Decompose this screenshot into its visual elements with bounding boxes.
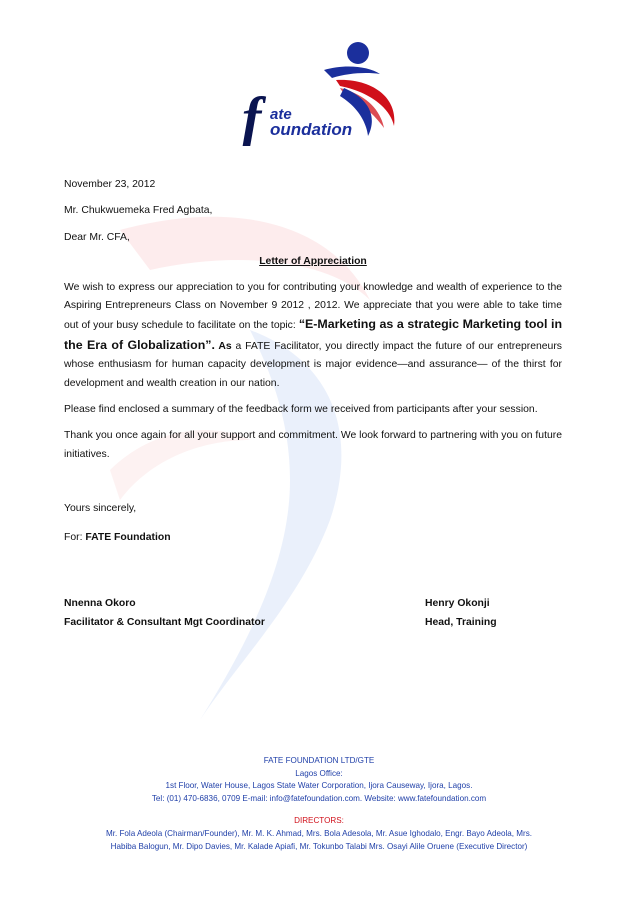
letter-subject: Letter of Appreciation [259,256,367,268]
footer-company: FATE FOUNDATION LTD/GTE [263,756,375,765]
letter-recipient: Mr. Chukwuemeka Fred Agbata, [64,205,213,217]
paragraph-1-lead: We wish to express our appreciation to you for contributing your knowledge and wealth of experience to the Aspiring Entrepreneurs Class on November 9 2012 , 2012. We appreciate that you were able to take time out of your busy schedule to facilitate on the topic: [64,281,562,332]
letter-paragraph-3: Thank you once again for all your support and commitment. We look forward to partnering with you on future initiatives. [64,430,562,460]
paragraph-1-as: As [214,340,232,352]
logo-head-icon [347,42,369,64]
logo-graphic [240,36,400,146]
footer-office-label: Lagos Office: [295,768,343,778]
logo-arm-swoosh-icon [324,67,380,78]
signatory-right [425,595,497,632]
signatory-name: Henry Okonji [425,598,490,610]
signatory-title: Head, Training [425,616,497,628]
letter-salutation: Dear Mr. CFA, [64,231,130,243]
letter-body [64,176,562,635]
logo-letter-f: f [242,85,262,146]
letter-date: November 23, 2012 [64,179,156,190]
paragraph-1-tail: a FATE Facilitator, you directly impact the future of our entrepreneurs whose enthusiasm for human capacity development is major evidence—and assurance— of the thirst for development and wealth creation in our nation. [64,340,562,389]
footer-address: 1st Floor, Water House, Lagos State Water Corporation, Ijora Causeway, Ijora, Lagos. [165,781,473,791]
logo-text-ate: ate [270,106,292,123]
for-label: For: [64,531,86,543]
signature-block [64,595,562,635]
footer-directors-line-1: Mr. Fola Adeola (Chairman/Founder), Mr. M. K. Ahmad, Mrs. Bola Adesola, Mr. Asue Ighodalo, Engr. Bayo Adeola, Mrs. [105,828,533,838]
footer-directors-line-2: Habiba Balogun, Mr. Dipo Davies, Mr. Kalade Apiafi, Mr. Tokunbo Talabi Mrs. Osayi Alile Oruene (Executive Director) [110,841,528,851]
letter-closing: Yours sincerely, [64,503,137,515]
signatory-title: Facilitator & Consultant Mgt Coordinator [64,616,265,628]
letter-for-line [64,529,562,547]
signatory-left [64,595,265,632]
letter-footer [40,755,598,853]
for-organization: FATE Foundation [85,531,171,543]
paragraph-1-topic: “E-Marketing as a strategic Marketing tool in the Era of Globalization”. [64,317,563,352]
letter-paragraph-1 [64,279,562,393]
footer-contact: Tel: (01) 470-6836, 0709 E-mail: info@fatefoundation.com. Website: www.fatefoundation.com [151,793,487,803]
signatory-name: Nnenna Okoro [64,598,136,610]
footer-directors-label: DIRECTORS: [294,816,344,826]
fate-foundation-logo [240,36,400,146]
letter-paragraph-2: Please find enclosed a summary of the feedback form we received from participants after your session. [64,404,538,416]
logo-text-oundation: oundation [270,120,353,139]
